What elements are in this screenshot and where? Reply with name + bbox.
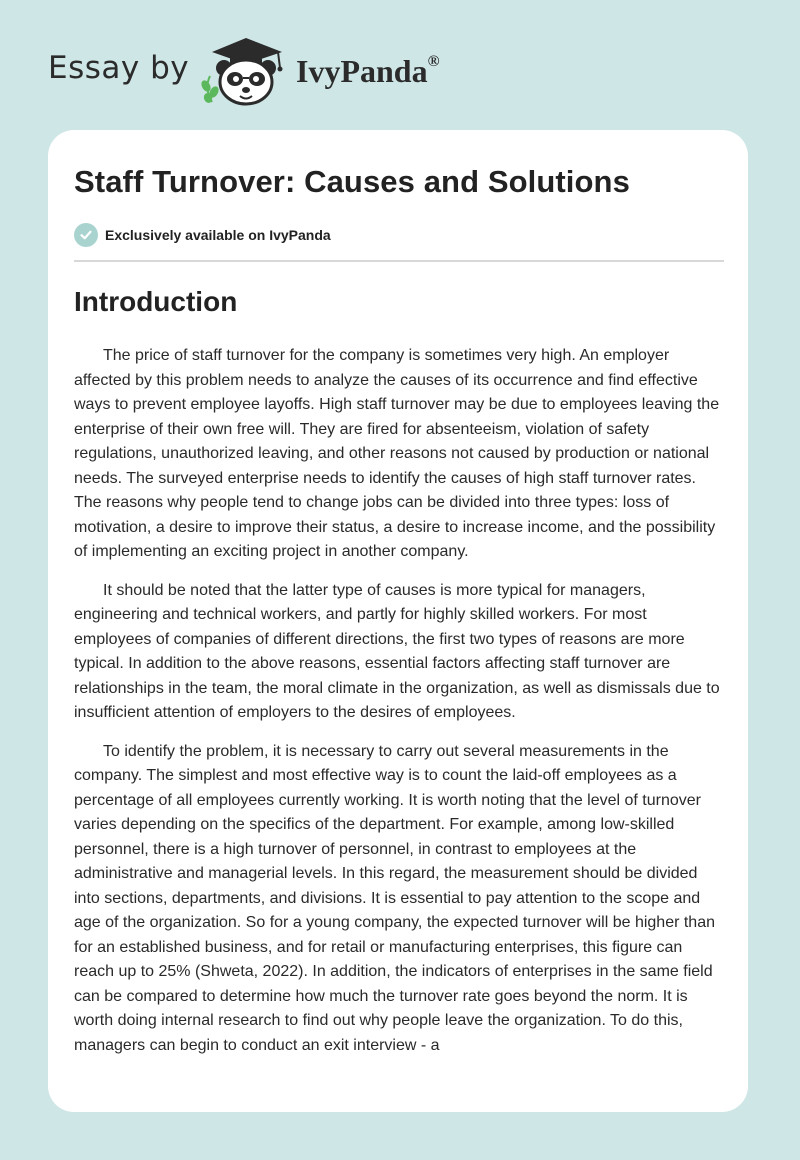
essay-card bbox=[48, 130, 748, 1112]
brand-name[interactable]: IvyPanda® bbox=[296, 53, 440, 89]
paragraph-1: The price of staff turnover for the company is sometimes very high. An employer affected by this problem needs to analyze the causes of its occurrence and find effective ways to prevent employee layoffs. High staff turnover may be due to employees leaving the enterprise of their own free will. They are fired for absenteeism, violation of safety regulations, unauthorized leaving, and other reasons not caused by production or national needs. The surveyed enterprise needs to identify the causes of high staff turnover rates. The reasons why people tend to change jobs can be divided into three types: loss of motivation, a desire to improve their status, a desire to increase income, and the possibility of implementing an exciting project in another company. bbox=[74, 347, 720, 560]
page-title: Staff Turnover: Causes and Solutions bbox=[74, 164, 630, 199]
essay-body bbox=[74, 344, 726, 1072]
paragraph-2: It should be noted that the latter type of causes is more typical for managers, engineering and technical workers, and partly for highly skilled workers. For most employees of companies of different directions, the first two types of reasons are more typical. In addition to the above reasons, essential factors affecting staff turnover are relationships in the team, the moral climate in the organization, as well as dismissals due to insufficient attention of employers to the desires of employees. bbox=[74, 581, 720, 721]
site-header bbox=[0, 0, 800, 130]
exclusive-badge bbox=[74, 222, 331, 248]
panda-graduate-logo-icon[interactable] bbox=[200, 36, 292, 108]
exclusive-badge-label: Exclusively available on IvyPanda bbox=[105, 227, 331, 243]
paragraph-3: To identify the problem, it is necessary to carry out several measurements in the company. The simplest and most effective way is to count the laid-off employees as a percentage of all employees currently working. It is worth noting that the level of turnover varies depending on the specifics of the department. For example, among low-skilled personnel, there is a high turnover of personnel, in contrast to employees at the administrative and managerial levels. In this regard, the measurement should be divided into sections, departments, and divisions. It is essential to pay attention to the scope and age of the organization. So for a young company, the expected turnover will be higher than for an established business, and for retail or manufacturing enterprises, this figure can reach up to 25% (Shweta, 2022). In addition, the indicators of enterprises in the same field can be compared to determine how much the turnover rate goes beyond the norm. It is worth doing internal research to find out why people leave the organization. To do this, managers can begin to conduct an exit interview - a bbox=[74, 742, 715, 1054]
section-heading: Introduction bbox=[74, 286, 238, 317]
check-circle-icon bbox=[74, 223, 98, 247]
essay-by-label: Essay by bbox=[48, 50, 190, 86]
divider bbox=[74, 260, 724, 262]
